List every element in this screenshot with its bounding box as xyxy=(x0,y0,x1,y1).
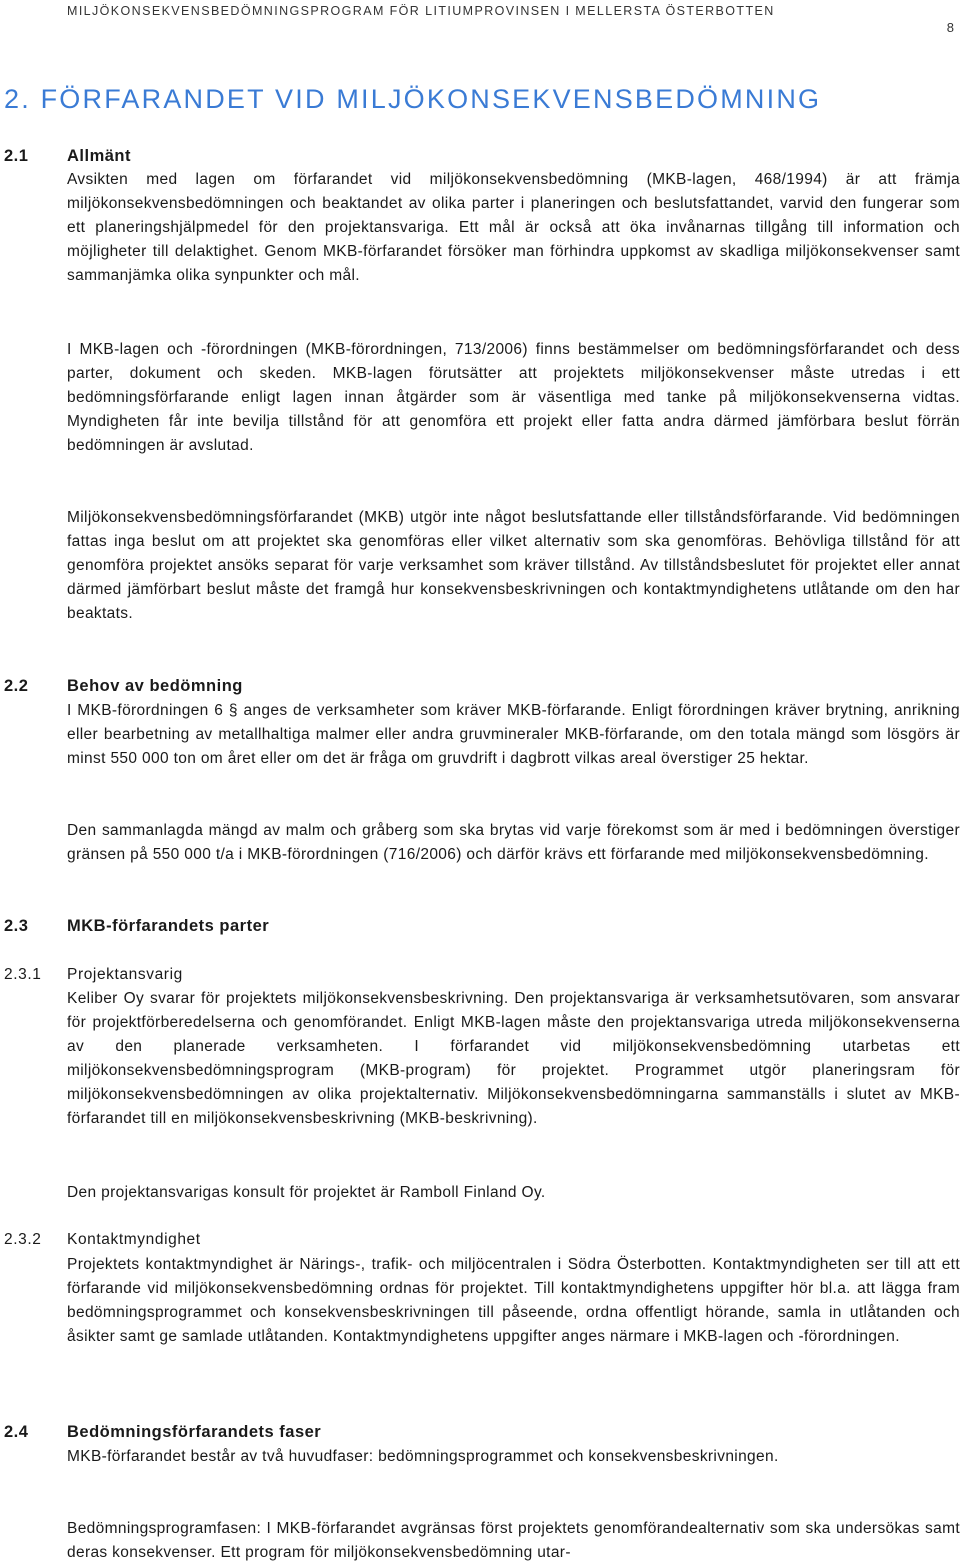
paragraph-2-4-b: Bedömningsprogramfasen: I MKB-förfarandet avgränsas först projektets genomförandealternativ som ska undersökas samt deras konsekvenser. Ett program för miljökonsekvensbedömning utar- xyxy=(67,1520,960,1561)
paragraph-2-3-1-b: Den projektansvarigas konsult för projektet är Ramboll Finland Oy. xyxy=(67,1184,546,1201)
section-number: 2.4 xyxy=(4,1423,29,1441)
section-number: 2.1 xyxy=(4,147,29,165)
paragraph-2-1-c: Miljökonsekvensbedömningsförfarandet (MKB) utgör inte något beslutsfattande eller tillståndsförfarande. Vid bedömningen fattas inga beslut om att projektet ska genomföras eller vilket alternativ som ska genomföras. Behövliga tillstånd för att genomföra projektet ansöks separat för varje verksamhet som kräver tillstånd. Av tillståndsbeslutet för projektet eller annat därmed jämförbart beslut måste det framgå hur konsekvensbeskrivningen och kontaktmyndighetens utlåtande om den har beaktats. xyxy=(67,509,960,622)
chapter-title: 2. FÖRFARANDET VID MILJÖKONSEKVENSBEDÖMNING xyxy=(4,84,822,114)
paragraph-2-1-a: Avsikten med lagen om förfarandet vid miljökonsekvensbedömning (MKB-lagen, 468/1994) är att främja miljökonsekvensbedömningen och beaktandet av olika parter i planeringen och beslutsfattandet, varvid den fungerar som ett planeringshjälpmedel för den projektansvariga. Ett mål är också att öka invånarnas tillgång till information och möjligheter till delaktighet. Genom MKB-förfarandet försöker man förhindra uppkomst av skadliga miljökonsekvenser samt sammanjämka olika synpunkter och mål. xyxy=(67,171,960,284)
paragraph-2-2-a: I MKB-förordningen 6 § anges de verksamheter som kräver MKB-förfarande. Enligt förordningen kräver brytning, anrikning eller bearbetning av metallhaltiga malmer eller andra gruvmineraler MKB-förfarande, om den totala mängd som lösgörs är minst 550 000 ton om året eller om det är fråga om gruvdrift i dagbrott vilkas areal överstiger 25 hektar. xyxy=(67,702,960,767)
page-number: 8 xyxy=(946,20,954,35)
running-header: MILJÖKONSEKVENSBEDÖMNINGSPROGRAM FÖR LITIUMPROVINSEN I MELLERSTA ÖSTERBOTTEN xyxy=(67,4,775,18)
section-number: 2.2 xyxy=(4,677,29,695)
section-title: Allmänt xyxy=(67,147,132,165)
paragraph-2-3-1-a: Keliber Oy svarar för projektets miljökonsekvensbeskrivning. Den projektansvariga är verksamhetsutövaren, som ansvarar för projektförberedelserna och genomförandet. Enligt MKB-lagen måste den projektansvariga utreda miljökonsekvenserna av den planerade verksamheten. I förfarandet vid miljökonsekvensbedömning utarbetas ett miljökonsekvensbedömningsprogram (MKB-program) för projektet. Programmet utgör planeringsram för miljökonsekvensbedömningen av olika projektalternativ. Miljökonsekvensbedömningarna sammanställs i slutet av MKB-förfarandet till en miljökonsekvensbeskrivning (MKB-beskrivning). xyxy=(67,990,960,1127)
section-title: MKB-förfarandets parter xyxy=(67,917,270,935)
section-title: Behov av bedömning xyxy=(67,677,243,695)
paragraph-2-2-b: Den sammanlagda mängd av malm och gråberg som ska brytas vid varje förekomst som är med i bedömningen överstiger gränsen på 550 000 t/a i MKB-förordningen (716/2006) och därför krävs ett förfarande med miljökonsekvensbedömning. xyxy=(67,822,960,863)
subsection-title: Projektansvarig xyxy=(67,966,183,983)
section-number: 2.3 xyxy=(4,917,29,935)
subsection-title: Kontaktmyndighet xyxy=(67,1231,201,1248)
paragraph-2-3-2-a: Projektets kontaktmyndighet är Närings-, trafik- och miljöcentralen i Södra Österbotten. Kontaktmyndigheten ser till att ett förfarande vid miljökonsekvensbedömning ordnas för projektet. Till kontaktmyndighetens uppgifter hör bl.a. att lägga fram bedömningsprogrammet och konsekvensbeskrivningen till påseende, ordna offentligt hörande, samla in utlåtanden och åsikter samt ge samlade utlåtanden. Kontaktmyndighetens uppgifter anges närmare i MKB-lagen och -förordningen. xyxy=(67,1256,960,1345)
subsection-number: 2.3.2 xyxy=(4,1231,42,1248)
section-title: Bedömningsförfarandets faser xyxy=(67,1423,322,1441)
paragraph-2-4-a: MKB-förfarandet består av två huvudfaser: bedömningsprogrammet och konsekvensbeskrivningen. xyxy=(67,1448,779,1465)
subsection-number: 2.3.1 xyxy=(4,966,42,983)
paragraph-2-1-b: I MKB-lagen och -förordningen (MKB-förordningen, 713/2006) finns bestämmelser om bedömningsförfarandet och dess parter, dokument och skeden. MKB-lagen förutsätter att projektets miljökonsekvenser måste utredas i ett bedömningsförfarande enligt lagen innan åtgärder som är väsentliga med tanke på miljökonsekvenserna vidtas. Myndigheten får inte bevilja tillstånd för att genomföra ett projekt eller fatta andra därmed jämförbara beslut förrän bedömningen är avslutad. xyxy=(67,341,960,454)
